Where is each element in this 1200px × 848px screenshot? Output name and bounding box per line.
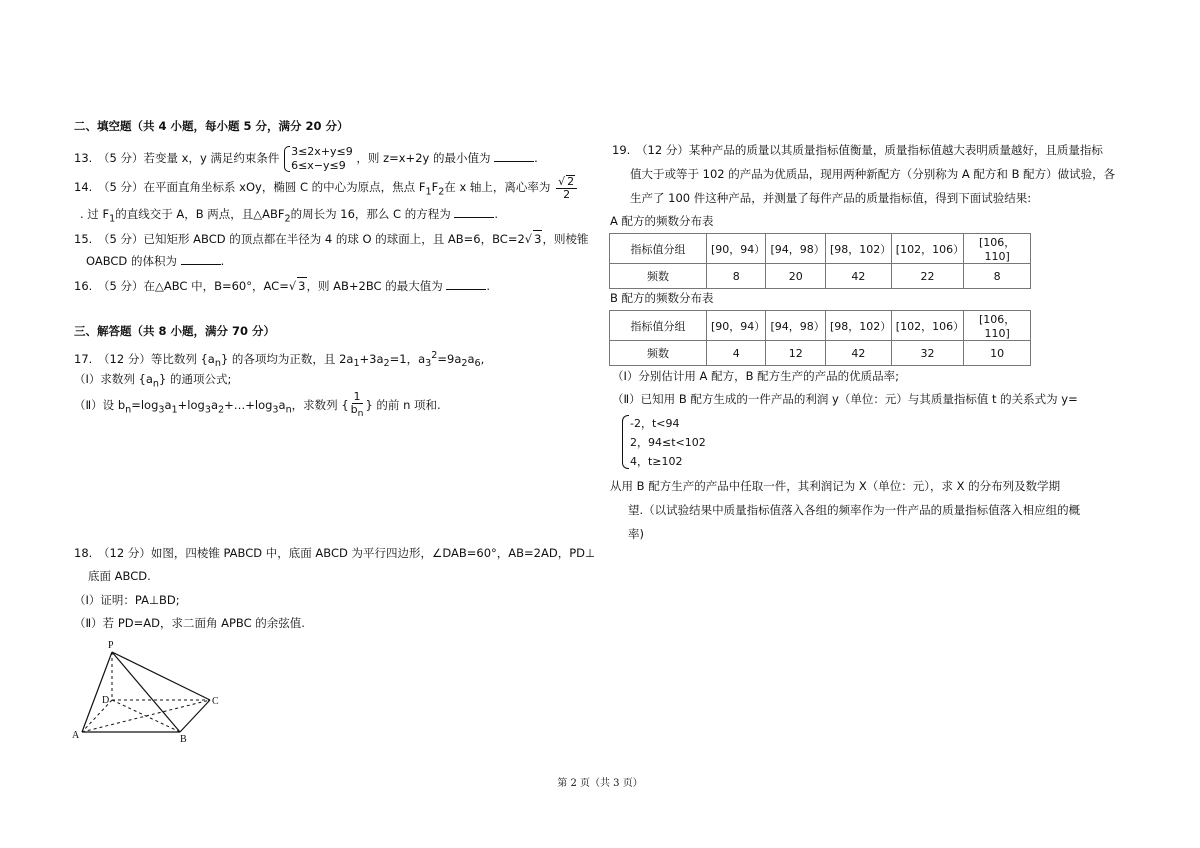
- q17-text-d: =1，a: [389, 351, 426, 366]
- question-19-line3: 生产了 100 件这种产品，并测量了每件产品的质量指标值，得到下面试验结果:: [630, 191, 1032, 205]
- table-header-cell: 频数: [610, 264, 707, 289]
- reciprocal-fraction: $\frac{1}{b_n}$: [350, 389, 364, 420]
- freq-cell: 8: [964, 264, 1031, 289]
- question-17-part2: （Ⅱ）设 $b_n=\log_3a_1+\log_3a_2+\dots+\log_3a_n$，求数列 { $\frac{1}{b_n}$ } 的前 n 项和.: [74, 389, 441, 420]
- table-header-cell: 频数: [610, 341, 707, 366]
- group-cell: [106，110]: [964, 311, 1031, 341]
- group-cell: [90，94）: [707, 311, 766, 341]
- freq-cell: 12: [766, 341, 825, 366]
- q17-part2f: +…+log: [224, 398, 273, 412]
- constraint-system: [283, 145, 353, 173]
- table-row: [610, 264, 1031, 289]
- edge-BC: [180, 700, 210, 732]
- page-footer: 第 2 页（共 3 页）: [557, 778, 643, 789]
- question-19-line2: 值大于或等于 102 的产品为优质品，现用两种新配方（分别称为 A 配方和 B 配方）做试验，各: [630, 167, 1116, 181]
- q17-text-b: } 的各项均为正数，且 2a: [220, 351, 354, 366]
- question-16: 16. （5 分）在△ABC 中，B=60°，AC=√ 3，则 AB+2BC 的最大值为 .: [74, 279, 491, 293]
- freq-cell: 22: [891, 264, 963, 289]
- q17-part2e: a: [210, 398, 218, 412]
- group-cell: [102，106）: [891, 234, 963, 264]
- constraint-2: 6≤x−y≤9: [291, 158, 346, 172]
- q14-line2: . 过 F: [80, 207, 110, 221]
- q16-sqrt: 3: [298, 279, 306, 293]
- q17-text: 17. （12 分）等比数列 {a: [74, 351, 215, 366]
- freq-cell: 8: [707, 264, 766, 289]
- question-15: 15. （5 分）已知矩形 ABCD 的顶点都在半径为 4 的球 O 的球面上，且 AB=6，BC=2√ 3，则棱锥: [74, 232, 589, 246]
- q13-text: 13. （5 分）若变量 x，y 满足约束条件: [74, 151, 280, 165]
- table-header-cell: 指标值分组: [610, 311, 707, 341]
- q17-part2: （Ⅱ）设 b: [74, 398, 126, 412]
- freq-cell: 10: [964, 341, 1031, 366]
- group-cell: [98，102）: [825, 311, 891, 341]
- freq-cell: 4: [707, 341, 766, 366]
- edge-PC: [112, 652, 210, 700]
- label-D: D: [102, 695, 110, 706]
- answer-blank: [446, 278, 486, 290]
- group-cell: [90，94）: [707, 234, 766, 264]
- question-17-part1: （Ⅰ）求数列 $\{a_n\}$ 的通项公式;: [74, 372, 232, 390]
- piece-1: -2，t<94: [630, 417, 680, 430]
- q17-text-e: =9a: [437, 351, 462, 366]
- question-19-part2b: 从用 B 配方生产的产品中任取一件，其利润记为 X（单位：元），求 X 的分布列及数学期: [610, 479, 1061, 493]
- answer-blank: [494, 150, 534, 162]
- group-cell: [94，98）: [766, 234, 825, 264]
- q17-part2b: =log: [131, 398, 159, 412]
- q14-line2c: 的周长为 16，那么 C 的方程为: [290, 207, 451, 221]
- table-b-title: B 配方的频数分布表: [610, 291, 714, 305]
- question-13: 13. （5 分）若变量 x，y 满足约束条件 3≤2x+y≤9 6≤x−y≤9 ，则 z=x+2y 的最小值为 .: [74, 144, 538, 172]
- q17-part2g: a: [278, 398, 286, 412]
- q15-line2: O⁠ABCD 的体积为: [86, 254, 177, 268]
- question-17: 17. （12 分）等比数列 $\{a_n\}$ 的各项均为正数，且 $2a_1+3a_2=1$，$a_3^2=9a_2a_6$,: [74, 350, 485, 370]
- piecewise-function: [622, 413, 762, 471]
- q17-part2c: a: [164, 398, 172, 412]
- brace: [622, 415, 629, 469]
- group-cell: [102，106）: [891, 311, 963, 341]
- label-B: B: [180, 734, 187, 745]
- table-row: [610, 341, 1031, 366]
- q15-sqrt: 3: [534, 232, 542, 246]
- question-14-line2: . 过 $F_1$的直线交于 A，B 两点，且$\triangle ABF_2$的周长为 16，那么 C 的方程为 .: [80, 207, 499, 225]
- q15-text-b: ，则棱锥: [542, 232, 589, 246]
- table-header-cell: 指标值分组: [610, 234, 707, 264]
- section2-heading: 二、填空题（共 4 小题，每小题 5 分，满分 20 分）: [74, 119, 349, 133]
- table-a-title: A 配方的频数分布表: [610, 214, 714, 228]
- q17-part1b: } 的通项公式;: [159, 372, 232, 386]
- edge-DB: [112, 700, 180, 732]
- question-18: 18. （12 分）如图，四棱锥 P⁠ABCD 中，底面 ABCD 为平行四边形，∠DAB=60°，AB=2AD，PD⊥: [74, 546, 596, 560]
- freq-cell: 42: [825, 341, 891, 366]
- edge-PB: [112, 652, 180, 732]
- question-15-line2: O⁠ABCD 的体积为 .: [86, 254, 225, 268]
- q16-text: 16. （5 分）在△ABC 中，B=60°，AC=: [74, 279, 289, 293]
- answer-blank: [181, 253, 221, 265]
- answer-blank: [454, 206, 494, 218]
- table-row: [610, 311, 1031, 341]
- question-19-part2: （Ⅱ）已知用 B 配方生成的一件产品的利润 y（单位：元）与其质量指标值 t 的关系式为 y=: [612, 392, 1078, 406]
- q14-text: 14. （5 分）在平面直角坐标系 xOy，椭圆 C 的中心为原点，焦点 F: [74, 180, 426, 194]
- q17-part1: （Ⅰ）求数列 {a: [74, 372, 153, 386]
- question-19-line1: 19. （12 分）某种产品的质量以其质量指标值衡量，质量指标值越大表明质量越好，且质量指标: [612, 143, 1103, 157]
- q14-line2b: 的直线交于 A，B 两点，且△ABF: [115, 207, 285, 221]
- question-18-part1: （Ⅰ）证明：PA⊥BD;: [74, 593, 180, 607]
- piece-3: 4，t≥102: [630, 455, 683, 468]
- question-18-part2: （Ⅱ）若 PD=AD，求二面角 A⁠PB⁠C 的余弦值.: [74, 616, 305, 630]
- question-19-part1: （Ⅰ）分别估计用 A 配方，B 配方生产的产品的优质品率;: [612, 369, 899, 383]
- group-cell: [98，102）: [825, 234, 891, 264]
- q16-post: ，则 AB+2BC 的最大值为: [306, 279, 443, 293]
- question-18-line2: 底面 ABCD.: [88, 569, 151, 583]
- q14-focus: F: [431, 180, 439, 194]
- frequency-table-b: [609, 310, 1031, 366]
- group-cell: [94，98）: [766, 311, 825, 341]
- label-A: A: [72, 730, 80, 741]
- q14-text-2: 在 x 轴上，离心率为: [444, 180, 551, 194]
- edge-PA: [82, 652, 112, 732]
- constraint-1: 3≤2x+y≤9: [291, 144, 353, 158]
- freq-cell: 20: [766, 264, 825, 289]
- q13-post: ，则 z=x+2y 的最小值为: [356, 151, 491, 165]
- table-row: [610, 234, 1031, 264]
- question-19-part2d: 率): [628, 527, 644, 541]
- label-C: C: [212, 696, 219, 707]
- group-cell: [106，110]: [964, 234, 1031, 264]
- q17-part2i: } 的前 n 项和.: [365, 398, 441, 412]
- freq-cell: 42: [825, 264, 891, 289]
- frequency-table-a: [609, 233, 1031, 289]
- q17-part2d: +log: [177, 398, 205, 412]
- question-14: 14. （5 分）在平面直角坐标系 xOy，椭圆 C 的中心为原点，焦点 $F_1F_2$在 x 轴上，离心率为 $\frac{√ 2}{2}$: [74, 174, 579, 205]
- label-P: P: [108, 640, 114, 651]
- section3-heading: 三、解答题（共 8 小题，满分 70 分）: [74, 324, 276, 338]
- piece-2: 2，94≤t<102: [630, 436, 706, 449]
- eccentricity-fraction: $\frac{√ 2}{2}$: [556, 175, 577, 201]
- question-19-part2c: 望.（以试验结果中质量指标值落入各组的频率作为一件产品的质量指标值落入相应组的概: [628, 503, 1081, 517]
- q17-text-f: a: [467, 351, 475, 366]
- pyramid-figure: [70, 638, 230, 748]
- q17-text-c: +3a: [359, 351, 384, 366]
- freq-cell: 32: [891, 341, 963, 366]
- q15-text: 15. （5 分）已知矩形 ABCD 的顶点都在半径为 4 的球 O 的球面上，且 AB=6，BC=2: [74, 232, 525, 246]
- q17-part2h: ，求数列 {: [291, 398, 349, 412]
